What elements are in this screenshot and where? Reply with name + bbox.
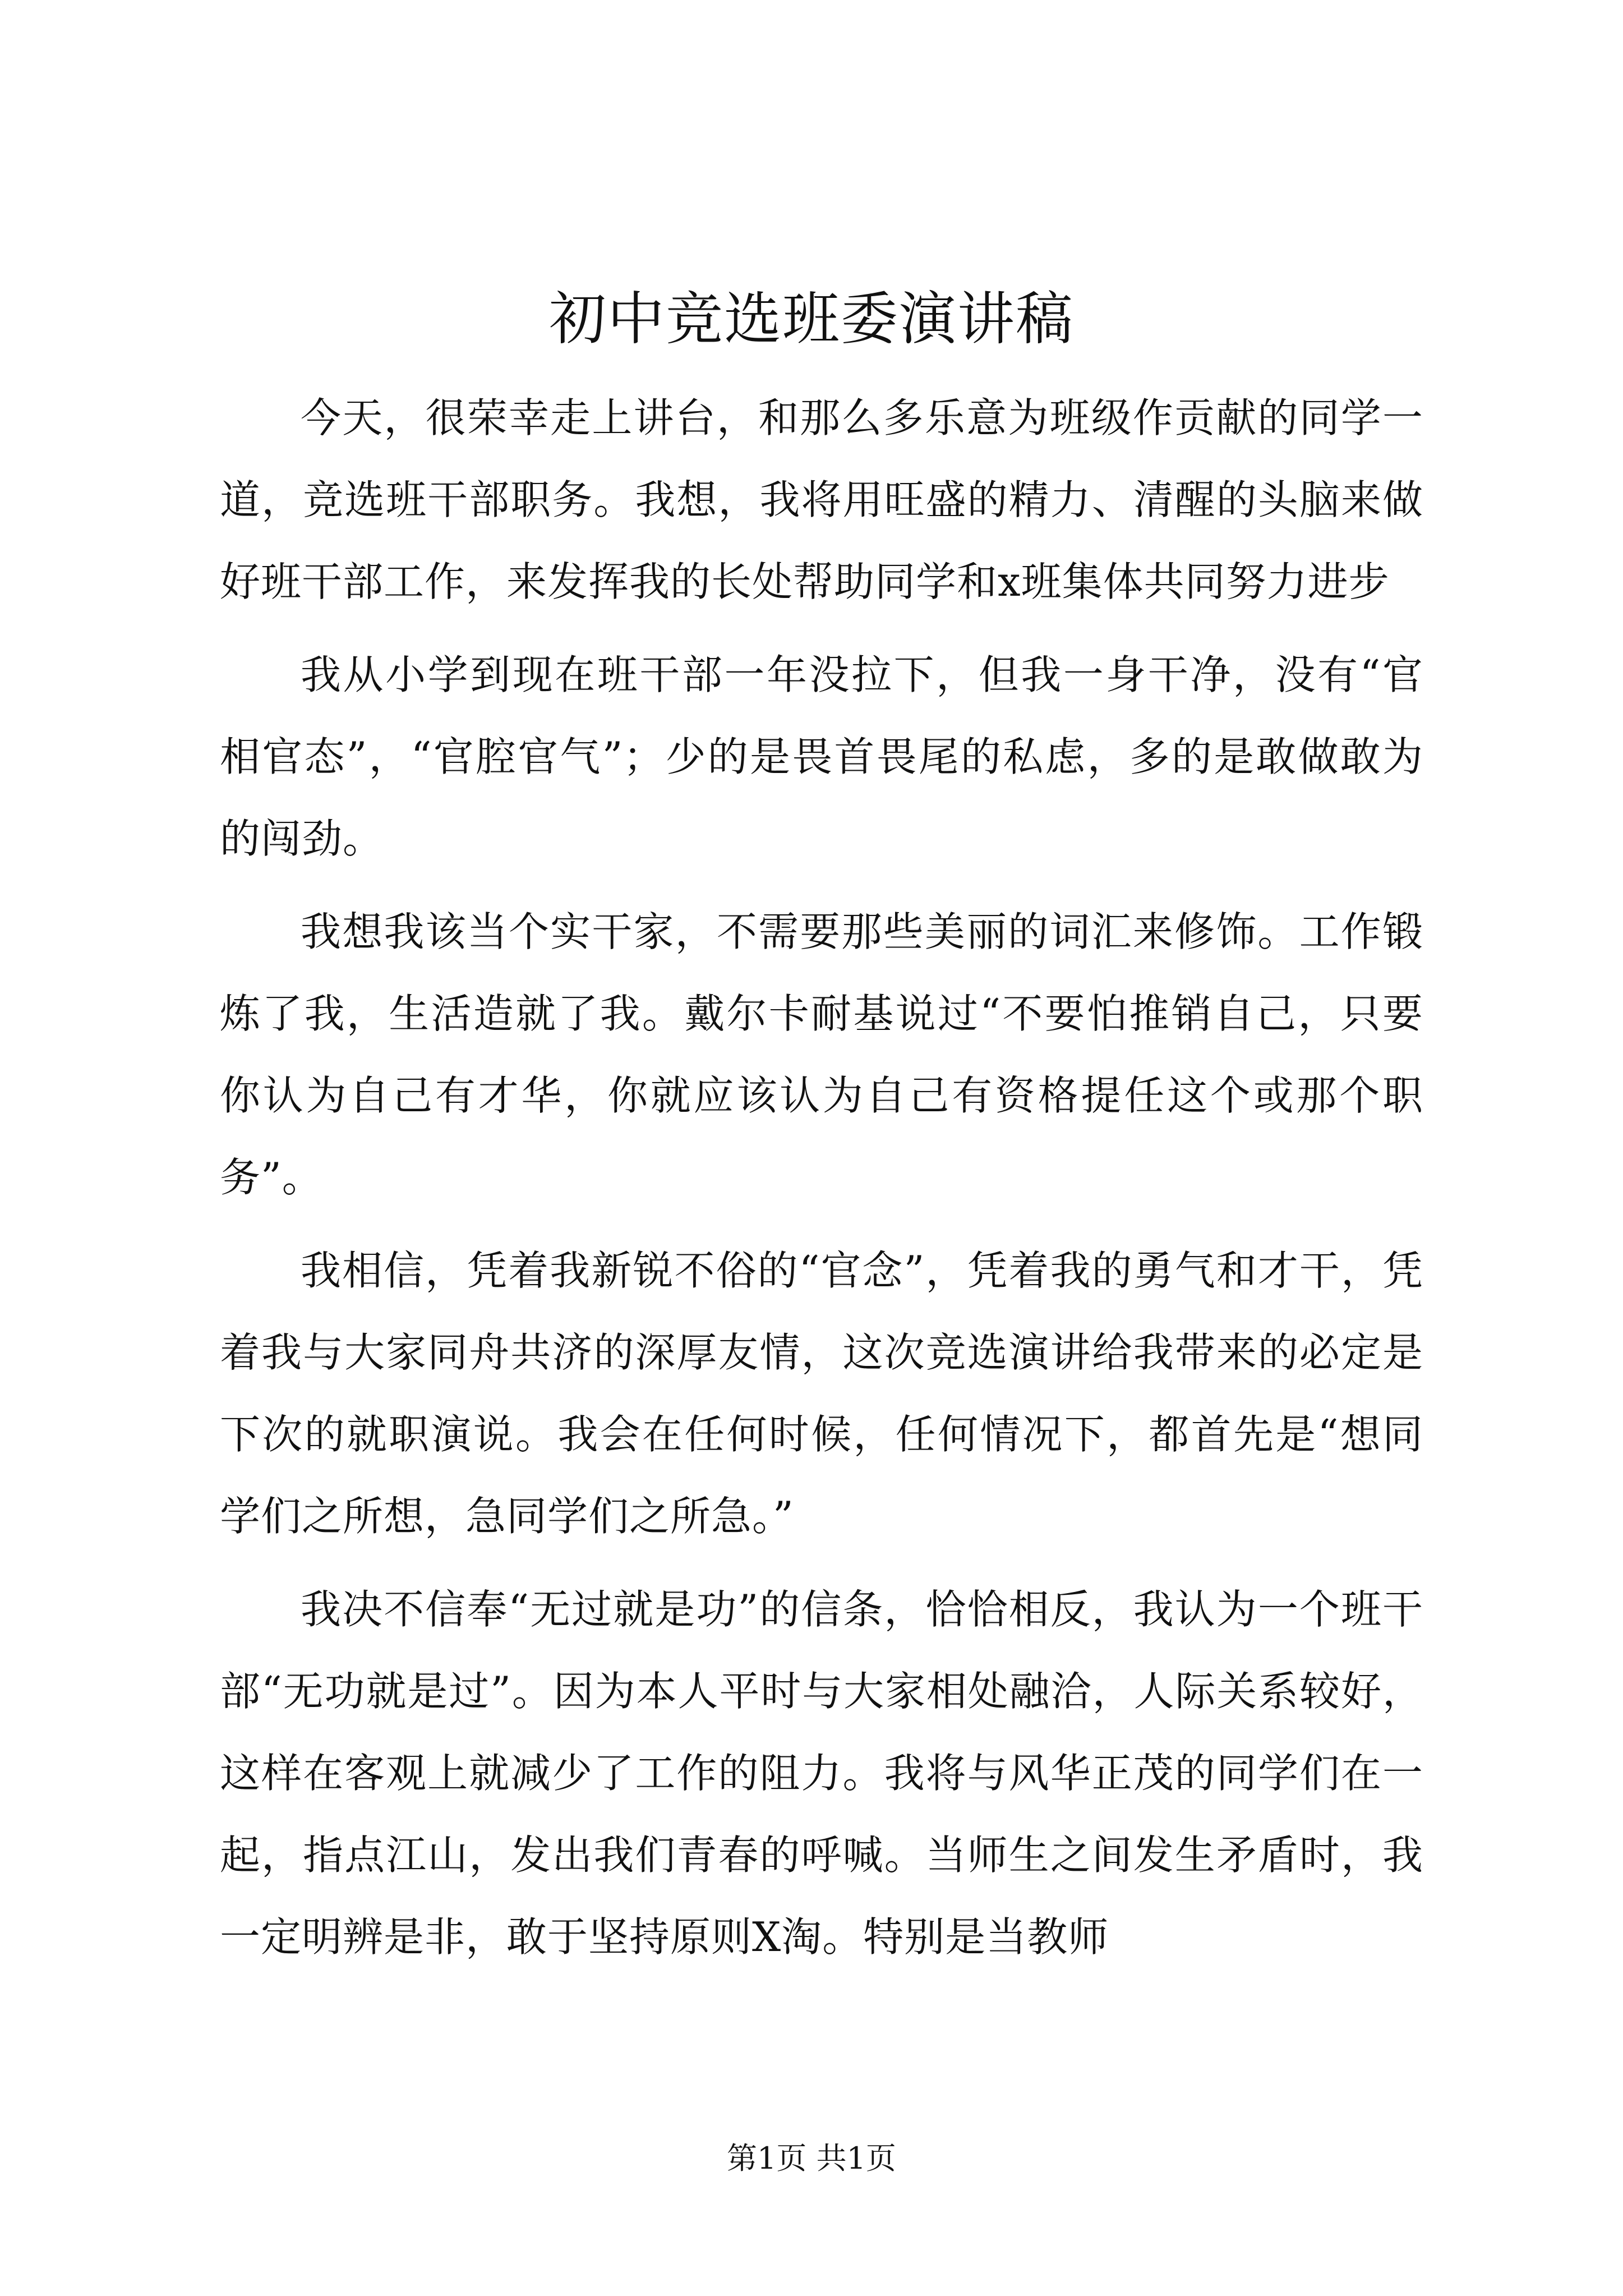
paragraph-4: 我相信，凭着我新锐不俗的“官念”，凭着我的勇气和才干，凭着我与大家同舟共济的深厚友情，这次竞选演讲给我带来的必定是下次的就职演说。我会在任何时候，任何情况下，都首先是“想同学们之所想，急同学们之所急。” (220, 1247, 1423, 1540)
document-title: 初中竞选班委演讲稿 (549, 286, 1074, 353)
paragraph-5: 我决不信奉“无过就是功”的信条，恰恰相反，我认为一个班干部“无功就是过”。因为本人平时与大家相处融洽，人际关系较好，这样在客观上就减少了工作的阻力。我将与风华正茂的同学们在一起，指点江山，发出我们青春的呼喊。当师生之间发生矛盾时，我一定明辨是非，敢于坚持原则X淘。特别是当教师 (220, 1586, 1423, 1961)
paragraph-3: 我想我该当个实干家，不需要那些美丽的词汇来修饰。工作锻炼了我，生活造就了我。戴尔卡耐基说过“不要怕推销自己，只要你认为自己有才华，你就应该认为自己有资格提任这个或那个职务”。 (220, 908, 1423, 1201)
paragraph-2: 我从小学到现在班干部一年没拉下，但我一身干净，没有“官相官态”，“官腔官气”；少的是畏首畏尾的私虑，多的是敢做敢为的闯劲。 (220, 651, 1423, 862)
page-footer: 第1页 共1页 (727, 2141, 896, 2176)
document-body (220, 377, 1423, 1989)
paragraph-1: 今天，很荣幸走上讲台，和那么多乐意为班级作贡献的同学一道，竞选班干部职务。我想，我将用旺盛的精力、清醒的头脑来做好班干部工作，来发挥我的长处帮助同学和x班集体共同努力进步 (220, 394, 1423, 605)
